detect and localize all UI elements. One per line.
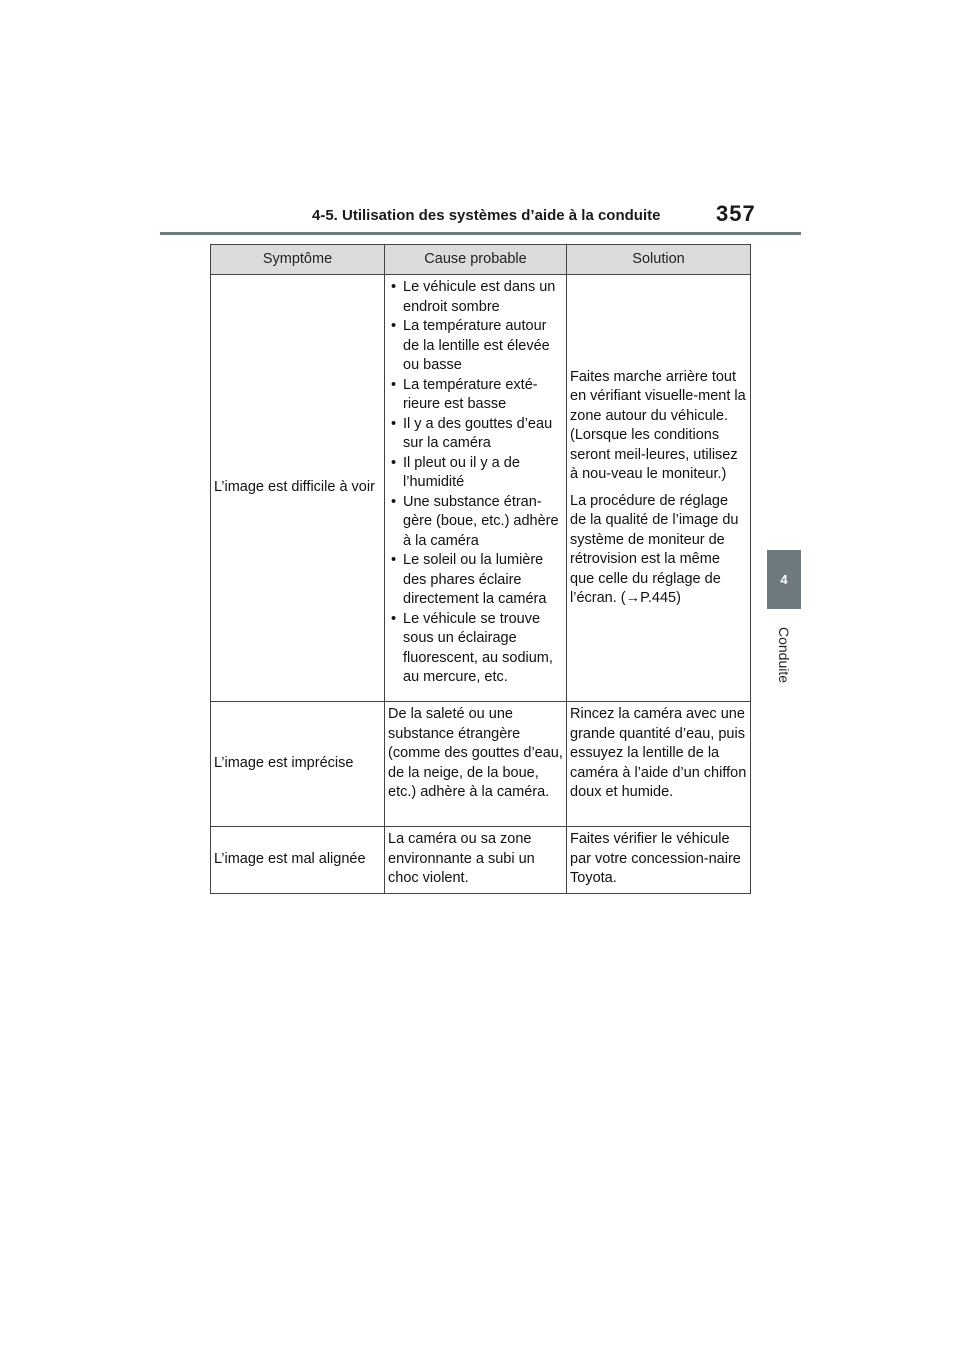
column-header-solution: Solution — [567, 245, 751, 275]
header-divider — [160, 232, 801, 235]
page-number: 357 — [716, 201, 756, 226]
symptom-cell: L’image est difficile à voir — [211, 275, 385, 702]
cause-item: • Une substance étran-gère (boue, etc.) adhère à la caméra — [388, 493, 563, 552]
solution-cell — [567, 275, 751, 702]
solution-paragraph: Faites marche arrière tout en vérifiant visuelle-ment la zone autour du véhicule. (Lorsque les conditions seront meil-leures, utilisez à nou-veau le moniteur.) — [570, 368, 746, 482]
cause-cell: De la saleté ou une substance étrangère (comme des gouttes d’eau, de la neige, de la boue, etc.) adhère à la caméra. — [385, 702, 567, 827]
table-row — [211, 827, 751, 894]
cause-list — [388, 278, 563, 688]
symptom-cell: L’image est imprécise — [211, 702, 385, 827]
troubleshooting-table — [210, 244, 751, 894]
column-header-symptom: Symptôme — [211, 245, 385, 275]
cause-item: • Il pleut ou il y a de l’humidité — [388, 454, 563, 493]
cause-cell — [385, 275, 567, 702]
cause-item: • La température autour de la lentille est élevée ou basse — [388, 317, 563, 376]
solution-cell: Rincez la caméra avec une grande quantité d’eau, puis essuyez la lentille de la caméra à l’aide d’un chiffon doux et humide. — [567, 702, 751, 827]
symptom-cell: L’image est mal alignée — [211, 827, 385, 894]
chapter-number: 4 — [780, 572, 788, 587]
chapter-label-container — [768, 620, 800, 690]
cause-item: • Il y a des gouttes d’eau sur la caméra — [388, 415, 563, 454]
column-header-cause: Cause probable — [385, 245, 567, 275]
solution-paragraph: La procédure de réglage de la qualité de l’image du système de moniteur de rétrovision est la même que celle du réglage de l’écran. (→P.445) — [570, 492, 739, 606]
cause-item: • Le véhicule est dans un endroit sombre — [388, 278, 563, 317]
table-row — [211, 702, 751, 827]
cause-item: • La température exté-rieure est basse — [388, 376, 563, 415]
table-header-row — [211, 245, 751, 275]
chapter-label: Conduite — [776, 626, 793, 684]
section-title: 4-5. Utilisation des systèmes d’aide à la conduite — [312, 207, 661, 224]
chapter-tab — [767, 550, 801, 609]
solution-cell: Faites vérifier le véhicule par votre concession-naire Toyota. — [567, 827, 751, 894]
table-row — [211, 275, 751, 702]
cause-cell: La caméra ou sa zone environnante a subi un choc violent. — [385, 827, 567, 894]
cause-item: • Le soleil ou la lumière des phares éclaire directement la caméra — [388, 551, 563, 610]
cause-item: • Le véhicule se trouve sous un éclairage fluorescent, au sodium, au mercure, etc. — [388, 610, 563, 688]
